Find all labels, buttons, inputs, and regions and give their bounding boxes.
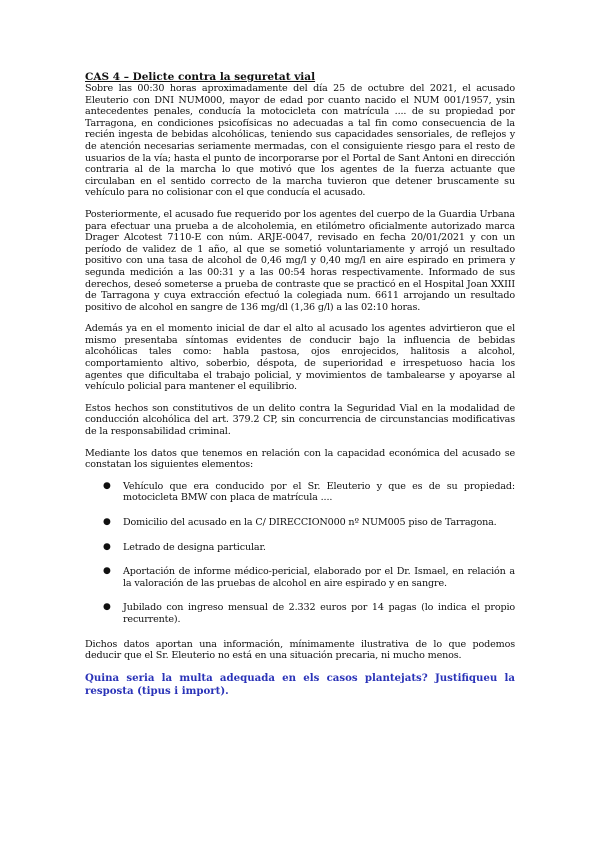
bullet-icon: ● [103,566,111,577]
question-text: Quina seria la multa adequada en els casos plantejats? Justifiqueu la resposta (tipus i import). [85,671,515,697]
paragraph-symptoms: Además ya en el momento inicial de dar el alto al acusado los agentes advirtieron que el mismo presentaba síntomas evidentes de conducir bajo la influencia de bebidas alcohólicas tales como: habla pastosa, ojos enrojecidos, halitosis a alcohol, comportamiento altivo, soberbio, déspota, de superioridad e irrespetuoso hacia los agentes que dificultaba el trabajo policial, y movimientos de tambalearse y apoyarse al vehículo policial para mantener el equilibrio. [85,323,515,393]
list-item [85,481,515,504]
list-item-text: Jubilado con ingreso mensual de 2.332 euros por 14 pagas (lo indica el propio recurrente). [123,602,515,625]
paragraph-facts: Sobre las 00:30 horas aproximadamente del día 25 de octubre del 2021, el acusado Eleuterio con DNI NUM000, mayor de edad por cuanto nacido el NUM 001/1957, ysin antecedentes penales, conducía la motocicleta con matrícula .... de su propiedad por Tarragona, en condiciones psicofísicas no adecuadas a tal fin como consecuencia de la recién ingesta de bebidas alcohólicas, teniendo sus capacidades sensoriales, de reflejos y de atención necesarias seriamente mermadas, con el consiguiente riesgo para el resto de usuarios de la vía; hasta el punto de incorporarse por el Portal de Sant Antoni en dirección contraria al de la marcha lo que motivó que los agentes de la fuerza actuante que circulaban en el sentido correcto de la marcha tuvieron que detener bruscamente su vehículo para no colisionar con el que conducía el acusado. [85,83,515,199]
bullet-icon: ● [103,480,111,491]
bullet-icon: ● [103,541,111,552]
list-item [85,517,515,529]
list-item-text: Vehículo que era conducido por el Sr. Eleuterio y que es de su propiedad: motocicleta BMW con placa de matrícula .... [123,480,515,504]
economic-elements-list [85,481,515,626]
paragraph-legal-qualification: Estos hechos son constitutivos de un delito contra la Seguridad Vial en la modalidad de conducción alcohólica del art. 379.2 CP, sin concurrencia de circunstancias modificativas de la responsabilidad criminal. [85,402,515,438]
list-item-text: Domicilio del acusado en la C/ DIRECCION000 nº NUM005 piso de Tarragona. [123,517,497,528]
bullet-icon: ● [103,517,111,527]
list-item [85,542,515,554]
paragraph-economic-intro: Mediante los datos que tenemos en relación con la capacidad económica del acusado se constatan los siguientes elementos: [85,447,515,471]
list-item [85,566,515,589]
bullet-icon: ● [103,602,111,613]
list-item-text: Aportación de informe médico-pericial, elaborado por el Dr. Ismael, en relación a la valoración de las pruebas de alcohol en aire espirado y en sangre. [123,566,515,589]
list-item-text: Letrado de designa particular. [123,541,266,553]
case-content [85,71,515,698]
paragraph-alcohol-test: Posteriormente, el acusado fue requerido por los agentes del cuerpo de la Guardia Urbana para efectuar una prueba a de alcoholemia, en etilómetro oficialmente autorizado marca Drager Alcotest 7110-E con núm. ARJE-0047, revisado en fecha 20/01/2021 y con un período de validez de 1 año, al que se sometió voluntariamente y arrojó un resultado positivo con una tasa de alcohol de 0,46 mg/l y 0,40 mg/l en aire espirado en primera y segunda medición a las 00:31 y a las 00:54 horas respectivamente. Informado de sus derechos, deseó someterse a prueba de contraste que se practicó en el Hospital Joan XXIII de Tarragona y cuya extracción efectuó la colegiada num. 6611 arrojando un resultado positivo de alcohol en sangre de 136 mg/dl (1,36 g/l) a las 02:10 horas. [85,208,515,313]
case-title: CAS 4 – Delicte contra la seguretat vial [85,71,316,83]
paragraph-closing: Dichos datos aportan una información, mínimamente ilustrativa de lo que podemos deducir que el Sr. Eleuterio no está en una situación precaria, ni mucho menos. [85,638,515,662]
list-item [85,602,515,625]
